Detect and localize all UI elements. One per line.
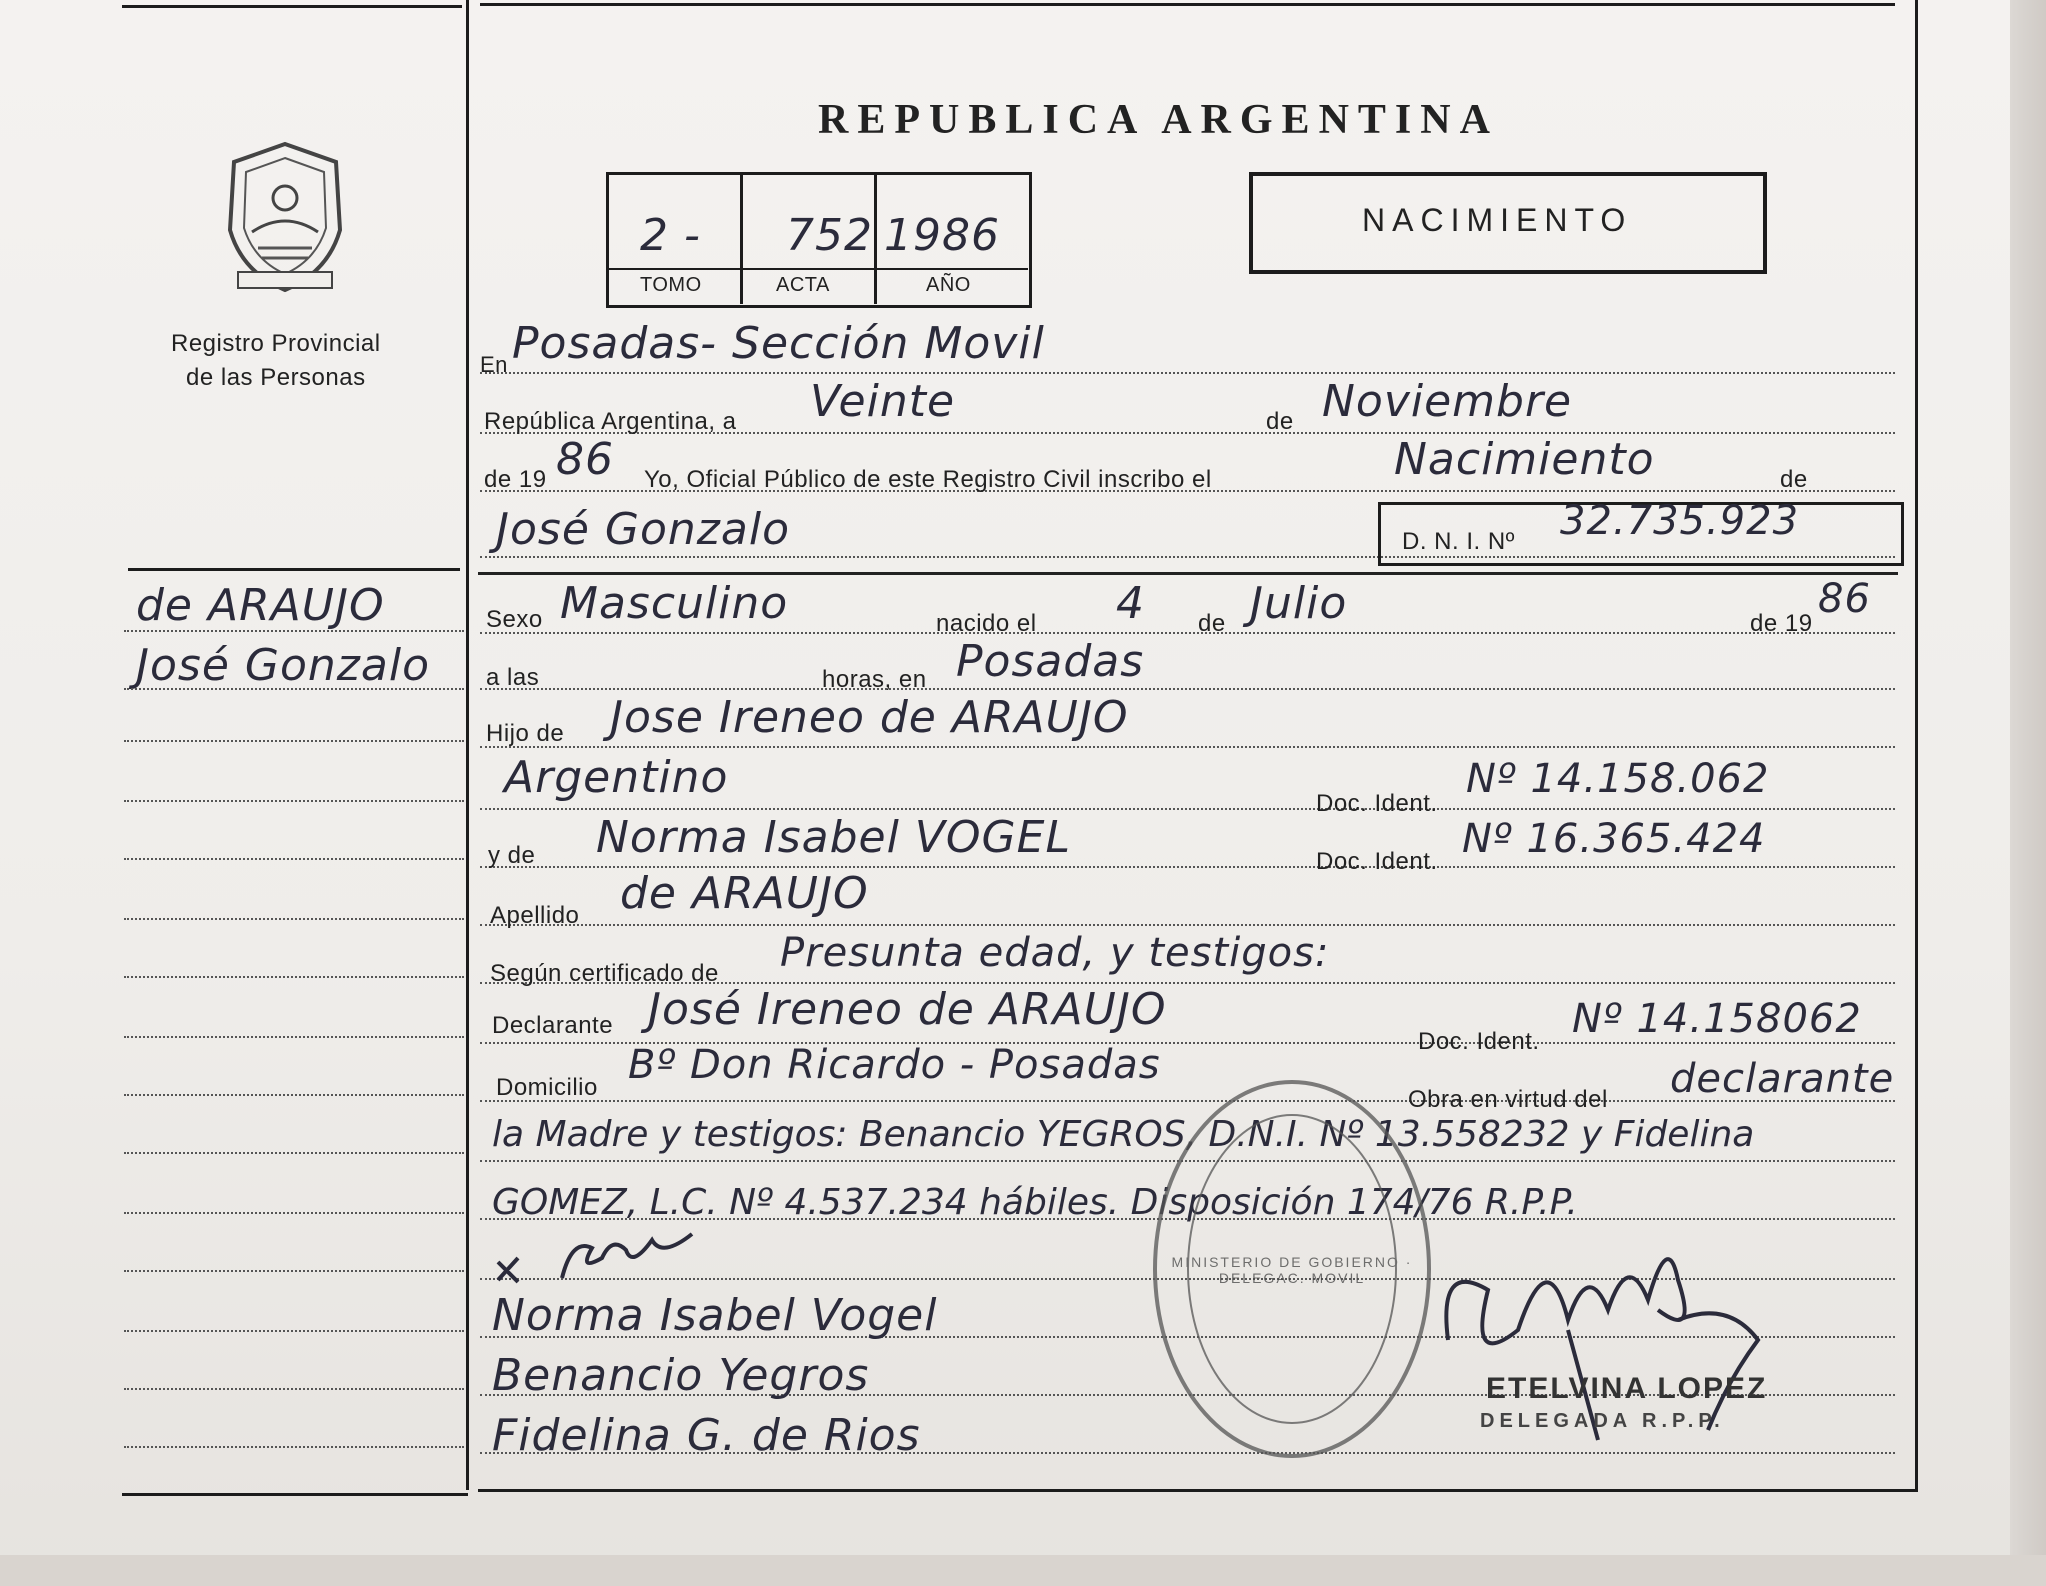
obra-value: declarante	[1670, 1056, 1895, 1102]
father-name: Jose Ireneo de ARAUJO	[610, 692, 1129, 743]
domicilio-label: Domicilio	[496, 1074, 598, 1101]
record-box-divider-2	[874, 174, 877, 304]
margin-note-name: José Gonzalo	[136, 640, 430, 691]
margin-line	[124, 740, 464, 742]
margin-line	[124, 1388, 464, 1390]
surname-value: de ARAUJO	[620, 868, 869, 919]
de-label-3: de	[1198, 610, 1226, 637]
left-section-rule	[128, 568, 460, 571]
de-label: de	[1266, 408, 1294, 435]
right-border	[1915, 0, 1918, 1490]
official-name: ETELVINA LOPEZ	[1486, 1372, 1768, 1405]
place-of-registration: Posadas- Sección Movil	[512, 318, 1045, 369]
nacido-label: nacido el	[936, 610, 1037, 637]
form-line	[480, 924, 1895, 926]
sex-value: Masculino	[560, 578, 789, 629]
acta-value: 752	[786, 210, 873, 261]
tomo-label: TOMO	[640, 274, 702, 296]
record-box-divider-1	[740, 174, 743, 304]
form-line	[480, 688, 1895, 690]
apellido-label: Apellido	[490, 902, 580, 929]
margin-line	[124, 1446, 464, 1448]
mother-document: Nº 16.365.424	[1462, 816, 1766, 862]
registration-month: Noviembre	[1322, 376, 1573, 427]
certificate-basis: Presunta edad, y testigos:	[780, 930, 1330, 976]
child-given-names: José Gonzalo	[496, 504, 790, 555]
signature-witness-2: Fidelina G. de Rios	[492, 1410, 921, 1461]
dni-label: D. N. I. Nº	[1402, 528, 1515, 555]
form-section-rule	[478, 572, 1898, 575]
tomo-value: 2 -	[640, 210, 701, 261]
right-bottom-rule	[478, 1489, 1918, 1492]
right-top-rule	[480, 3, 1895, 6]
margin-line	[124, 976, 464, 978]
margin-line	[124, 1270, 464, 1272]
margin-note-surname: de ARAUJO	[136, 580, 385, 631]
stamp-text: MINISTERIO DE GOBIERNO · DELEGAC. MOVIL	[1171, 1254, 1413, 1286]
margin-line	[124, 800, 464, 802]
country-title: REPUBLICA ARGENTINA	[818, 97, 1499, 143]
margin-line	[124, 630, 464, 632]
margin-line	[124, 1094, 464, 1096]
left-top-rule	[122, 5, 462, 8]
event-type: Nacimiento	[1394, 434, 1655, 485]
father-nationality: Argentino	[504, 752, 729, 803]
obra-label: Obra en virtud del	[1408, 1086, 1608, 1113]
witness-notes-line2: GOMEZ, L.C. Nº 4.537.234 hábiles. Disposición 174/76 R.P.P.	[492, 1182, 1578, 1223]
signature-mother: Norma Isabel Vogel	[492, 1290, 938, 1341]
acta-label: ACTA	[776, 274, 830, 296]
republica-label: República Argentina, a	[484, 408, 737, 435]
declarant-document: Nº 14.158062	[1572, 996, 1862, 1042]
margin-line	[124, 1152, 464, 1154]
form-line	[480, 808, 1895, 810]
margin-line	[124, 858, 464, 860]
registration-year: 86	[556, 434, 614, 485]
dni-number: 32.735.923	[1560, 498, 1800, 544]
horas-label: horas, en	[822, 666, 927, 693]
oficial-text: Yo, Oficial Público de este Registro Civil inscribo el	[644, 466, 1212, 493]
hijo-label: Hijo de	[486, 720, 565, 747]
sexo-label: Sexo	[486, 606, 543, 633]
official-title: DELEGADA R.P.P.	[1480, 1410, 1725, 1432]
margin-line	[124, 1212, 464, 1214]
declarante-label: Declarante	[492, 1012, 614, 1039]
declarant-name: José Ireneo de ARAUJO	[648, 984, 1167, 1035]
mother-mark-signature-icon	[492, 1228, 722, 1288]
doc-ident-label-3: Doc. Ident.	[1418, 1028, 1540, 1055]
yde-label: y de	[488, 842, 536, 869]
registration-day: Veinte	[810, 376, 956, 427]
margin-line	[124, 1036, 464, 1038]
provincial-coat-of-arms-icon	[218, 140, 352, 294]
left-bottom-rule	[122, 1493, 468, 1496]
father-document: Nº 14.158.062	[1466, 756, 1770, 802]
form-line	[480, 632, 1895, 634]
alas-label: a las	[486, 664, 540, 691]
record-type: NACIMIENTO	[1362, 202, 1633, 238]
witness-notes-line1: la Madre y testigos: Benancio YEGROS, D.N.I. Nº 13.558232 y Fidelina	[492, 1114, 1755, 1155]
registry-label-line1: Registro Provincial	[171, 330, 381, 357]
anio-label: AÑO	[926, 274, 971, 296]
doc-ident-label-1: Doc. Ident.	[1316, 790, 1438, 817]
form-line	[480, 372, 1895, 374]
birth-day: 4	[1116, 578, 1145, 629]
signature-witness-1: Benancio Yegros	[492, 1350, 870, 1401]
anio-value: 1986	[884, 210, 1000, 261]
form-line	[480, 746, 1895, 748]
margin-line	[124, 688, 464, 690]
page-bottom-edge	[0, 1555, 2046, 1586]
en-label: En	[480, 352, 508, 377]
record-box-rule	[608, 268, 1028, 270]
year-prefix: de 19	[484, 466, 547, 493]
margin-line	[124, 1330, 464, 1332]
birth-year-prefix: de 19	[1750, 610, 1813, 637]
doc-ident-label-2: Doc. Ident.	[1316, 848, 1438, 875]
birth-place: Posadas	[956, 636, 1145, 687]
registry-label-line2: de las Personas	[186, 364, 366, 391]
birth-month: Julio	[1250, 578, 1348, 629]
segun-label: Según certificado de	[490, 960, 719, 987]
de-label-2: de	[1780, 466, 1808, 493]
column-divider	[466, 0, 469, 1490]
mother-name: Norma Isabel VOGEL	[596, 812, 1071, 863]
official-round-stamp	[1153, 1080, 1431, 1458]
margin-line	[124, 918, 464, 920]
domicile-value: Bº Don Ricardo - Posadas	[628, 1042, 1161, 1088]
birth-year: 86	[1818, 576, 1871, 622]
page-edge	[2010, 0, 2046, 1586]
